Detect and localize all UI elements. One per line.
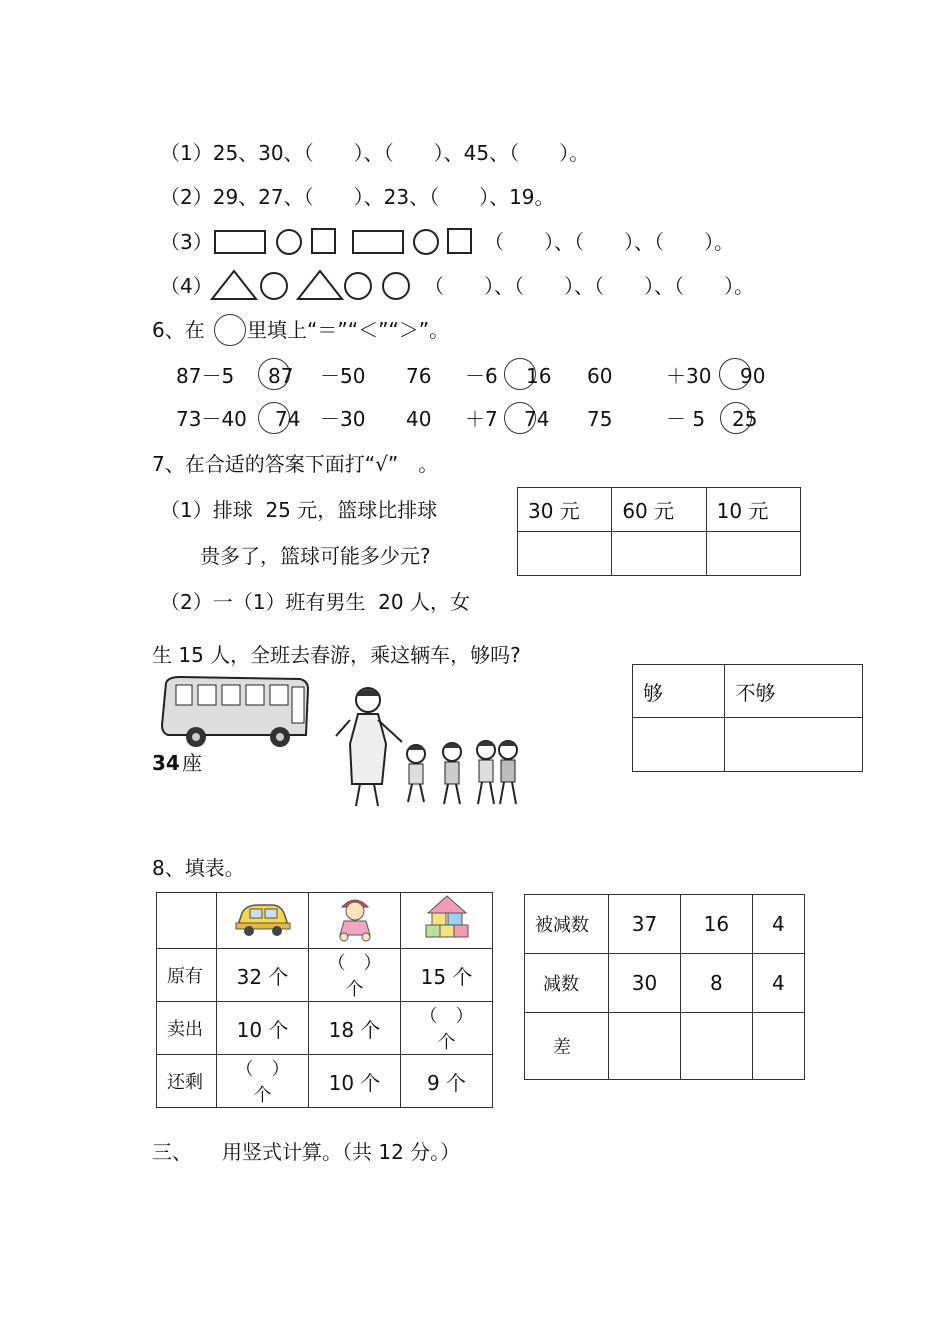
cell: 16: [680, 895, 752, 954]
q7-p1-line2: 贵多了，篮球可能多少元?: [200, 544, 431, 568]
q5-item-2: （2）29、27、（ ）、23、（ ）、19。: [160, 185, 555, 209]
q5-item-4-shapes: [210, 268, 420, 302]
cell: 9 个: [401, 1055, 493, 1108]
expr: －30: [320, 407, 366, 431]
q7-p1-answer-table: [517, 487, 801, 576]
option-cell: 10 元: [706, 488, 800, 532]
cell: 30: [609, 954, 681, 1013]
value: 87: [268, 364, 294, 388]
cell: 10 个: [217, 1002, 309, 1055]
circle-icon: [214, 314, 246, 346]
teacher-and-children-icon: [330, 684, 530, 816]
value: 60: [587, 364, 613, 388]
expr: －50: [320, 364, 366, 388]
answer-cell[interactable]: [609, 1013, 681, 1080]
cell: 10 个: [309, 1055, 401, 1108]
answer-cell[interactable]: [518, 532, 612, 576]
expr: 73－40: [176, 407, 247, 431]
cell: 37: [609, 895, 681, 954]
square-shape: [311, 228, 336, 254]
answer-cell[interactable]: [706, 532, 800, 576]
header-cell: [401, 893, 493, 949]
q7-title: 7、在合适的答案下面打“√” 。: [152, 452, 439, 476]
blank-cell[interactable]: （ ）个: [309, 949, 401, 1002]
triangle-shape: [212, 271, 256, 299]
cell: 4: [752, 954, 804, 1013]
car-toy-icon: [234, 897, 292, 939]
blank-cell[interactable]: （ ）个: [217, 1055, 309, 1108]
row-label: 还剩: [157, 1055, 217, 1108]
q7-p2-answer-table: [632, 664, 863, 772]
row-label: 被减数: [525, 895, 609, 954]
bus-icon: [160, 675, 310, 750]
expr: 87－5: [176, 364, 235, 388]
doll-toy-icon: [330, 893, 380, 943]
value: 76: [406, 364, 432, 388]
q5-item-4-blanks: （ ）、（ ）、（ ）、（ ）。: [424, 274, 754, 298]
cell: 8: [680, 954, 752, 1013]
header-cell: [309, 893, 401, 949]
triangle-shape: [298, 271, 342, 299]
value: 74: [524, 407, 550, 431]
value: 74: [275, 407, 301, 431]
value: 16: [526, 364, 552, 388]
corner-cell: [157, 893, 217, 949]
blank-cell[interactable]: （ ）个: [401, 1002, 493, 1055]
q7-p1-line1: （1）排球 25 元，篮球比排球: [160, 498, 438, 522]
row-label: 原有: [157, 949, 217, 1002]
expr: － 5: [666, 407, 706, 431]
q6-title-suffix: 里填上“＝”“＜”“＞”。: [247, 318, 450, 342]
value: 25: [732, 407, 758, 431]
section-3-title: 三、 用竖式计算。（共 12 分。）: [152, 1140, 461, 1164]
option-cell: 30 元: [518, 488, 612, 532]
value: 40: [406, 407, 432, 431]
answer-cell[interactable]: [752, 1013, 804, 1080]
q5-item-1: （1）25、30、（ ）、（ ）、45、（ ）。: [160, 141, 590, 165]
answer-cell[interactable]: [633, 718, 725, 772]
row-label: 减数: [525, 954, 609, 1013]
cell: 4: [752, 895, 804, 954]
q7-p2-line2: 生 15 人，全班去春游，乘这辆车，够吗?: [152, 643, 521, 667]
header-cell: [217, 893, 309, 949]
q8-title: 8、填表。: [152, 856, 245, 880]
expr: ＋30: [666, 364, 712, 388]
rectangle-shape: [352, 230, 404, 254]
value: 90: [740, 364, 766, 388]
circle-shape: [261, 273, 287, 299]
square-shape: [447, 228, 472, 254]
row-label: 卖出: [157, 1002, 217, 1055]
answer-cell[interactable]: [612, 532, 706, 576]
circle-shape: [276, 229, 302, 255]
circle-shape: [383, 273, 409, 299]
q7-p2-line1: （2）一（1）班有男生 20 人，女: [160, 590, 470, 614]
q5-item-3-label: （3）: [160, 230, 213, 254]
cell: 32 个: [217, 949, 309, 1002]
option-cell: 60 元: [612, 488, 706, 532]
cell: 15 个: [401, 949, 493, 1002]
q5-item-3-blanks: （ ）、（ ）、（ ）。: [484, 230, 734, 254]
q6-title-prefix: 6、在: [152, 318, 205, 342]
expr: －6: [465, 364, 498, 388]
cell: 18 个: [309, 1002, 401, 1055]
bus-seat-unit: 座: [182, 751, 202, 775]
block-house-icon: [422, 893, 472, 943]
expr: ＋7: [465, 407, 498, 431]
bus-seat-number: 34: [152, 751, 180, 775]
answer-cell[interactable]: [680, 1013, 752, 1080]
value: 75: [587, 407, 613, 431]
option-cell: 够: [633, 665, 725, 718]
row-label: 差: [525, 1013, 609, 1080]
q5-item-4-label: （4）: [160, 274, 213, 298]
q8-left-table: [156, 892, 493, 1108]
rectangle-shape: [214, 230, 266, 254]
circle-shape: [413, 229, 439, 255]
option-cell: 不够: [725, 665, 863, 718]
q8-right-table: [524, 894, 805, 1080]
answer-cell[interactable]: [725, 718, 863, 772]
circle-shape: [345, 273, 371, 299]
